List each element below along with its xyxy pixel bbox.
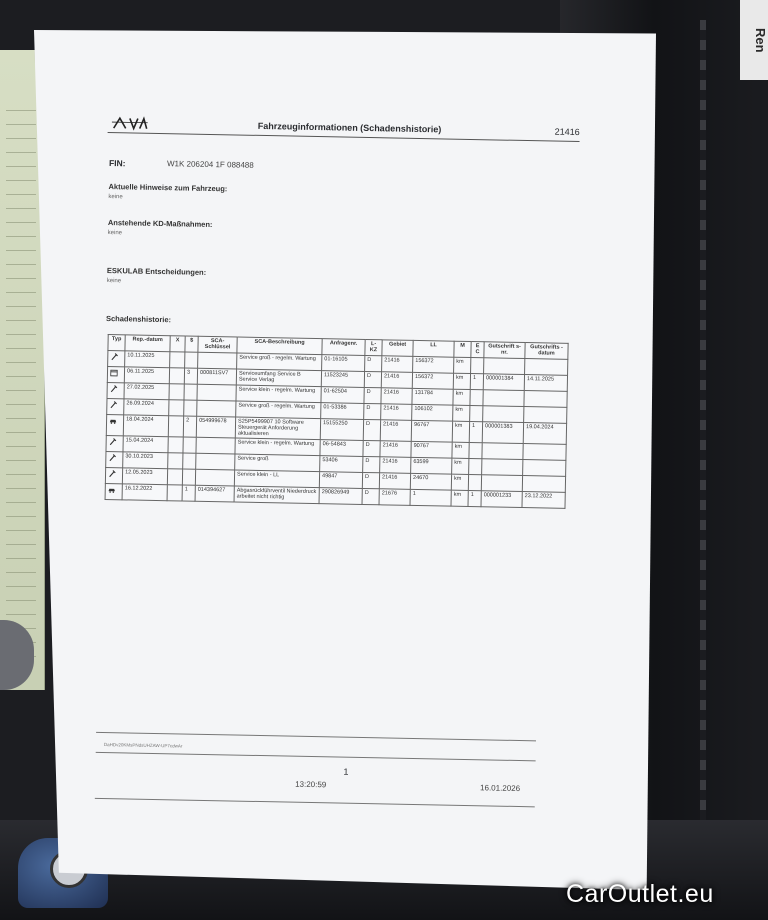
table-cell: Service klein - LL <box>234 470 319 488</box>
col-typ: Typ <box>108 335 125 351</box>
table-cell: D <box>363 440 380 456</box>
current-notes-label: Aktuelle Hinweise zum Fahrzeug: <box>108 182 228 194</box>
table-cell: 21416 <box>380 457 411 474</box>
table-cell <box>182 469 195 485</box>
table-cell: D <box>364 387 381 403</box>
row-type-wrench-icon <box>107 383 124 399</box>
seat-banner: Ren <box>740 0 768 80</box>
table-cell: 01-62504 <box>321 387 364 404</box>
col-x: X <box>170 336 185 352</box>
fin-label: FIN: <box>108 158 126 169</box>
col-request-nr: Anfragenr. <box>322 339 365 356</box>
table-cell <box>169 384 184 400</box>
table-cell: D <box>364 403 381 419</box>
table-cell <box>196 453 235 470</box>
table-cell: D <box>363 419 380 440</box>
table-cell: 49847 <box>319 472 362 489</box>
table-cell: 21416 <box>380 441 411 458</box>
fin-value: W1K 206204 1F 088488 <box>166 159 254 170</box>
table-cell <box>523 444 566 461</box>
table-cell: 131784 <box>412 388 453 405</box>
table-cell <box>195 469 234 486</box>
table-cell <box>525 359 568 376</box>
table-cell: 1 <box>182 485 195 501</box>
table-cell: 000811SV7 <box>197 368 236 385</box>
table-cell <box>523 460 566 477</box>
table-cell <box>470 390 483 406</box>
footer-code: DaHDv20KMsPNdsUHZAW-UP7cdwAr <box>103 742 183 749</box>
table-cell: Service groß - regelm. Wartung <box>237 353 322 371</box>
table-cell: 21416 <box>379 473 410 490</box>
table-cell <box>469 442 482 458</box>
table-cell: 16.12.2022 <box>122 484 167 501</box>
eva-logo-icon <box>112 114 148 133</box>
table-cell: 3 <box>184 368 197 384</box>
table-cell <box>168 437 183 453</box>
row-type-car-icon <box>105 484 122 500</box>
table-cell: D <box>363 456 380 472</box>
table-cell <box>168 416 183 437</box>
table-cell: 01-53386 <box>321 403 364 420</box>
table-cell: 21416 <box>382 356 413 373</box>
table-cell: 21676 <box>379 489 410 506</box>
col-m: M <box>454 341 471 357</box>
table-cell: 21416 <box>380 420 411 442</box>
table-cell: 106102 <box>412 404 453 421</box>
table-cell <box>169 368 184 384</box>
table-cell: 156372 <box>412 372 453 389</box>
seat-stitching <box>700 20 706 880</box>
table-cell: Serviceumfang Service B Service Verlag <box>236 369 321 387</box>
damage-history-table <box>105 334 569 509</box>
table-cell: 90767 <box>411 441 452 458</box>
table-cell <box>183 437 196 453</box>
table-cell: Abgasrückführventil Niederdruck arbeitet nicht richtig <box>234 486 319 504</box>
table-cell <box>197 384 236 401</box>
table-cell <box>198 352 237 369</box>
history-label: Schadenshistorie: <box>105 314 172 325</box>
table-cell: km <box>453 405 470 421</box>
table-cell: 21416 <box>381 372 412 389</box>
table-cell: 21416 <box>381 404 412 421</box>
table-cell: km <box>452 442 469 458</box>
table-cell <box>197 400 236 417</box>
row-type-wrench-icon <box>106 436 123 452</box>
col-dollar: $ <box>185 336 198 352</box>
table-cell: km <box>454 357 471 373</box>
table-cell <box>184 400 197 416</box>
table-cell: 054999678 <box>196 416 235 438</box>
table-cell <box>481 475 522 492</box>
row-type-calendar-icon <box>107 367 124 383</box>
document-number: 21416 <box>554 126 580 138</box>
table-cell: 156372 <box>413 356 454 373</box>
row-type-car-icon <box>106 415 123 436</box>
table-cell: Service groß <box>235 454 320 472</box>
table-cell <box>183 453 196 469</box>
table-cell: 11523245 <box>321 371 364 388</box>
table-cell: D <box>362 488 379 504</box>
footer-rule-bottom <box>95 798 535 807</box>
table-cell: 12.05.2023 <box>122 468 167 485</box>
col-ll: LL <box>413 340 454 357</box>
table-cell: km <box>452 421 469 442</box>
footer-page-number: 1 <box>343 766 349 777</box>
table-cell: 000001384 <box>483 374 524 391</box>
table-cell <box>524 407 567 424</box>
table-cell: 63599 <box>411 457 452 474</box>
table-cell <box>524 391 567 408</box>
table-cell <box>469 458 482 474</box>
table-cell: km <box>451 490 468 506</box>
table-cell: 27.02.2025 <box>124 383 169 400</box>
table-cell: 26.09.2024 <box>124 399 169 416</box>
caroutlet-watermark: CarOutlet.eu <box>566 880 714 908</box>
table-body <box>105 351 568 509</box>
table-cell <box>522 476 565 493</box>
table-cell: km <box>452 458 469 474</box>
footer-rule-top <box>96 732 536 741</box>
table-cell <box>185 352 198 368</box>
col-sca-description: SCA-Beschreibung <box>237 337 322 355</box>
damage-history-document <box>94 112 590 861</box>
table-cell <box>482 443 523 460</box>
table-cell: S25P5499907 10 Software Steuergerät Anforderung aktualisieren <box>235 417 320 440</box>
footer-time: 13:20:59 <box>295 779 327 790</box>
col-area: Gebiet <box>382 340 413 357</box>
table-cell: 53406 <box>320 456 363 473</box>
table-cell <box>169 400 184 416</box>
table-cell <box>483 390 524 407</box>
col-ec: E C <box>471 342 484 358</box>
footer-rule-mid <box>96 752 536 761</box>
table-cell: 10.11.2025 <box>125 351 170 368</box>
table-cell: km <box>453 373 470 389</box>
table-cell <box>483 406 524 423</box>
table-cell: Service klein - regelm. Wartung <box>236 385 321 403</box>
table-cell: 19.04.2024 <box>523 423 566 445</box>
table-cell <box>470 406 483 422</box>
col-rep-date: Rep.-datum <box>125 335 170 352</box>
table-cell: 290826949 <box>319 488 362 505</box>
table-cell: 01-16105 <box>322 355 365 372</box>
table-cell: 14.11.2025 <box>524 375 567 392</box>
table-cell <box>484 358 525 375</box>
table-cell <box>468 474 481 490</box>
table-cell <box>184 384 197 400</box>
table-cell <box>168 453 183 469</box>
pending-measures-value: keine <box>107 230 123 237</box>
table-cell: D <box>364 371 381 387</box>
table-cell <box>471 358 484 374</box>
eskulab-label: ESKULAB Entscheidungen: <box>106 266 207 277</box>
pending-measures-label: Anstehende KD-Maßnahmen: <box>107 218 213 230</box>
col-credit-nr: Gutschrift s-nr. <box>484 342 525 359</box>
table-cell: 1 <box>468 490 481 506</box>
table-cell: 21416 <box>381 388 412 405</box>
table-cell: 000001383 <box>482 422 523 444</box>
current-notes-value: keine <box>108 194 123 201</box>
col-sca-key: SCA-Schlüssel <box>198 336 237 353</box>
table-cell: km <box>451 474 468 490</box>
table-cell: 1 <box>470 374 483 390</box>
table-cell: 014394627 <box>195 485 234 502</box>
header-rule <box>108 132 580 142</box>
table-cell <box>170 352 185 368</box>
table-cell: 24670 <box>410 473 451 490</box>
footer-date: 16.01.2026 <box>480 783 521 794</box>
table-cell: 1 <box>469 421 482 442</box>
eskulab-value: keine <box>106 278 122 285</box>
table-cell: Service groß - regelm. Wartung <box>236 401 321 419</box>
table-cell: 000001233 <box>481 491 522 508</box>
table-cell: 23.12.2022 <box>522 492 565 509</box>
table-cell: 06.11.2025 <box>124 367 169 384</box>
table-cell: 1 <box>410 489 451 506</box>
table-cell: 30.10.2023 <box>123 452 168 469</box>
table-cell: D <box>362 472 379 488</box>
table-cell: D <box>365 355 382 371</box>
col-l-kz: L-KZ <box>365 339 382 355</box>
document-title: Fahrzeuginformationen (Schadenshistorie) <box>257 120 442 135</box>
table-cell <box>167 469 182 485</box>
table-cell: km <box>453 389 470 405</box>
row-type-wrench-icon <box>105 468 122 484</box>
table-cell: 96767 <box>411 420 452 442</box>
table-cell: 15155250 <box>320 419 363 441</box>
table-cell: 15.04.2024 <box>123 436 168 453</box>
row-type-wrench-icon <box>106 452 123 468</box>
table-cell <box>196 437 235 454</box>
col-credit-date: Gutschrifts -datum <box>525 343 568 360</box>
table-cell: 18.04.2024 <box>123 415 168 437</box>
table-cell <box>167 485 182 501</box>
table-cell: Service klein - regelm. Wartung <box>235 438 320 456</box>
row-type-wrench-icon <box>108 351 125 367</box>
table-cell: 06-54843 <box>320 440 363 457</box>
table-cell <box>482 459 523 476</box>
row-type-wrench-icon <box>107 399 124 415</box>
table-cell: 2 <box>183 416 196 437</box>
